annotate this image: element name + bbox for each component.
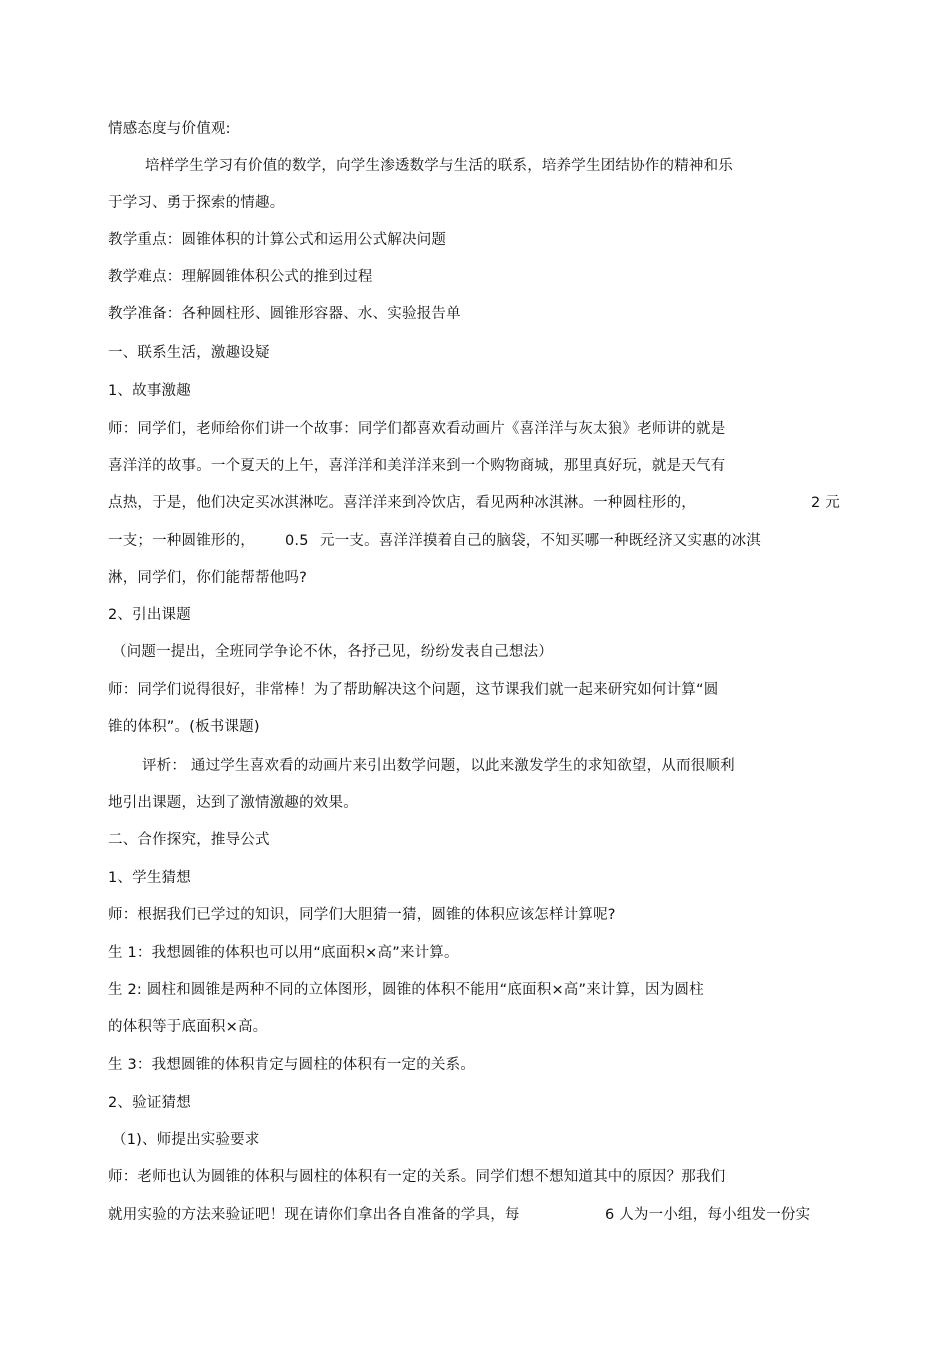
section-heading-attitude-values: 情感态度与价值观: bbox=[108, 121, 231, 137]
paragraph-line bbox=[108, 1205, 828, 1225]
section-heading-part-one: 一、联系生活，激趣设疑 bbox=[108, 345, 270, 361]
subsection-heading: （1)、师提出实验要求 bbox=[112, 1132, 260, 1148]
paragraph-line: 培样学生学习有价值的数学，向学生渗透数学与生活的联系，培养学生团结协作的精神和乐 bbox=[145, 158, 733, 174]
subsection-heading: 1、故事激趣 bbox=[108, 383, 191, 399]
paragraph-text: 元一支。喜洋洋摸着自己的脑袋，不知买哪一种既经济又实惠的冰淇 bbox=[320, 533, 761, 549]
price-text: 2 元 bbox=[811, 495, 840, 511]
commentary-line: 评析： 通过学生喜欢看的动画片来引出数学问题，以此来激发学生的求知欲望，从而很顺利 bbox=[142, 758, 735, 774]
paragraph-line: （问题一提出，全班同学争论不休，各抒己见，纷纷发表自己想法） bbox=[112, 644, 553, 660]
paragraph-line: 锥的体积”。(板书课题) bbox=[108, 719, 260, 735]
paragraph-line: 的体积等于底面积×高。 bbox=[108, 1019, 268, 1035]
paragraph-line: 生 2: 圆柱和圆锥是两种不同的立体图形，圆锥的体积不能用“底面积×高”来计算，因为圆柱 bbox=[108, 982, 704, 998]
paragraph-line: 师：老师也认为圆锥的体积与圆柱的体积有一定的关系。同学们想不想知道其中的原因？那我们 bbox=[108, 1169, 726, 1185]
paragraph-line: 生 3：我想圆锥的体积肯定与圆柱的体积有一定的关系。 bbox=[108, 1057, 476, 1073]
paragraph-line: 师：根据我们已学过的知识，同学们大胆猜一猜，圆锥的体积应该怎样计算呢? bbox=[108, 907, 616, 923]
price-text: 0.5 bbox=[285, 533, 309, 549]
paragraph-line bbox=[108, 531, 808, 551]
paragraph-line: 师：同学们，老师给你们讲一个故事：同学们都喜欢看动画片《喜洋洋与灰太狼》老师讲的就是 bbox=[108, 421, 726, 437]
paragraph-line: 师：同学们说得很好，非常棒！为了帮助解决这个问题，这节课我们就一起来研究如何计算“圆 bbox=[108, 682, 719, 698]
teaching-key-point: 教学重点：圆锥体积的计算公式和运用公式解决问题 bbox=[108, 232, 447, 248]
paragraph-line: 淋，同学们，你们能帮帮他吗? bbox=[108, 570, 307, 586]
paragraph-line: 生 1：我想圆锥的体积也可以用“底面积×高”来计算。 bbox=[108, 945, 459, 961]
teaching-difficulty: 教学难点：理解圆锥体积公式的推到过程 bbox=[108, 269, 373, 285]
commentary-line: 地引出课题，达到了激情激趣的效果。 bbox=[108, 795, 358, 811]
subsection-heading: 2、验证猜想 bbox=[108, 1095, 191, 1111]
paragraph-line: 于学习、勇于探索的情趣。 bbox=[108, 195, 285, 211]
section-heading-part-two: 二、合作探究，推导公式 bbox=[108, 832, 270, 848]
paragraph-text: 一支；一种圆锥形的， bbox=[108, 533, 255, 549]
teaching-preparation: 教学准备：各种圆柱形、圆锥形容器、水、实验报告单 bbox=[108, 306, 461, 322]
subsection-heading: 2、引出课题 bbox=[108, 607, 191, 623]
paragraph-text: 6 人为一小组，每小组发一份实 bbox=[605, 1207, 811, 1223]
paragraph-line: 喜洋洋的故事。一个夏天的上午，喜洋洋和美洋洋来到一个购物商城，那里真好玩，就是天气有 bbox=[108, 458, 726, 474]
subsection-heading: 1、学生猜想 bbox=[108, 870, 191, 886]
paragraph-text: 点热，于是，他们决定买冰淇淋吃。喜洋洋来到冷饮店，看见两种冰淇淋。一种圆柱形的， bbox=[108, 495, 696, 511]
paragraph-text: 就用实验的方法来验证吧！现在请你们拿出各自准备的学具，每 bbox=[108, 1207, 520, 1223]
paragraph-line bbox=[108, 493, 848, 513]
